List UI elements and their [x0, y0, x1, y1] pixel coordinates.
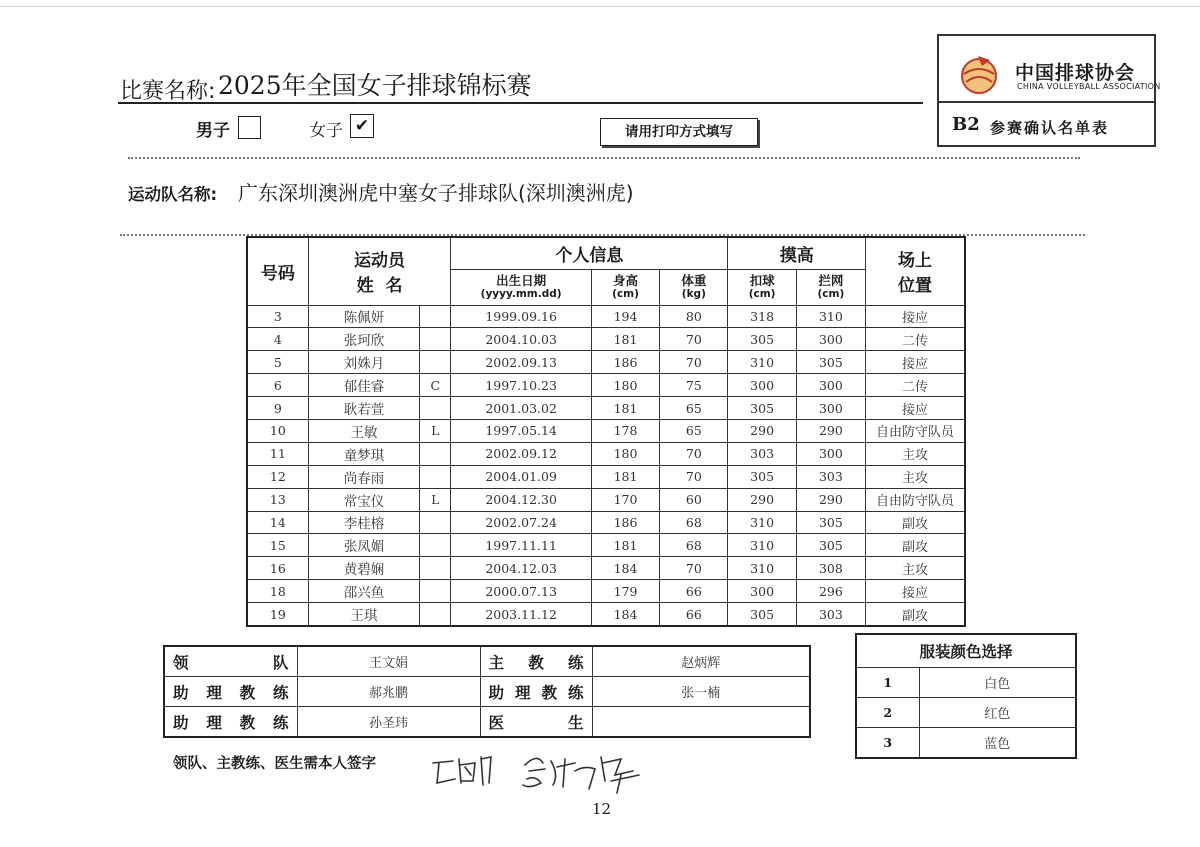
cell-mark: L — [420, 419, 451, 442]
cell-weight: 66 — [660, 603, 728, 626]
cell-weight: 70 — [660, 328, 728, 351]
staff-name: 郝兆鹏 — [297, 677, 480, 707]
cell-mark — [420, 397, 451, 420]
staff-row — [164, 707, 810, 738]
staff-role-char: 教 — [239, 713, 256, 732]
header-block-unit: (cm) — [817, 287, 845, 300]
dotted-divider — [128, 157, 1080, 159]
staff-role-char: 医 — [488, 713, 505, 732]
table-row — [247, 305, 965, 328]
staff-role — [480, 646, 592, 677]
cell-weight: 68 — [660, 511, 728, 534]
cell-birth: 2004.01.09 — [451, 465, 592, 488]
cell-weight: 70 — [660, 351, 728, 374]
male-label: 男子 — [196, 121, 230, 141]
staff-role — [164, 677, 297, 707]
competition-name: 2025年全国女子排球锦标赛 — [218, 71, 532, 100]
cell-birth: 2002.07.24 — [451, 511, 592, 534]
cell-name: 童梦琪 — [308, 442, 419, 465]
header-weight-label: 体重 — [681, 272, 707, 288]
header-athlete — [308, 237, 451, 305]
volleyball-logo-icon — [958, 54, 1000, 96]
cell-height: 194 — [591, 305, 659, 328]
cell-position: 自由防守队员 — [866, 488, 965, 511]
association-name-cn: 中国排球协会 — [1015, 62, 1136, 84]
cell-position: 主攻 — [866, 442, 965, 465]
cell-birth: 1997.10.23 — [451, 374, 592, 397]
header-birth-label: 出生日期 — [496, 272, 547, 288]
cell-weight: 68 — [660, 534, 728, 557]
table-row — [247, 419, 965, 442]
team-label: 运动队名称: — [128, 185, 218, 204]
cell-height: 181 — [591, 465, 659, 488]
cell-block: 300 — [796, 374, 865, 397]
staff-name: 王文娟 — [297, 646, 480, 677]
team-name: 广东深圳澳洲虎中塞女子排球队(深圳澳洲虎) — [238, 181, 634, 205]
staff-body — [164, 646, 810, 737]
cell-position: 接应 — [866, 305, 965, 328]
header-birth — [451, 269, 592, 305]
cell-position: 主攻 — [866, 465, 965, 488]
header-athlete-line2: 姓 名 — [356, 276, 403, 297]
cell-height: 178 — [591, 419, 659, 442]
cell-spike: 305 — [728, 397, 796, 420]
cell-height: 184 — [591, 603, 659, 626]
header-block-label: 拦网 — [818, 272, 844, 288]
header-block — [796, 269, 865, 305]
header-position-line1: 场上 — [898, 251, 933, 272]
cell-position: 接应 — [866, 351, 965, 374]
cell-mark — [420, 328, 451, 351]
cell-name: 黄碧娴 — [308, 557, 419, 580]
header-spike-label: 扣球 — [749, 272, 775, 288]
cell-no: 18 — [247, 580, 308, 603]
uniform-color-number: 1 — [856, 668, 919, 698]
header-height — [591, 269, 659, 305]
staff-role-char: 练 — [272, 683, 289, 702]
staff-role-char: 教 — [528, 653, 544, 672]
cell-position: 自由防守队员 — [866, 419, 965, 442]
cell-spike: 310 — [728, 351, 796, 374]
cell-mark — [420, 557, 451, 580]
cell-name: 张凤媚 — [308, 534, 419, 557]
table-row — [247, 534, 965, 557]
header-personal-info: 个人信息 — [451, 237, 728, 269]
association-name-en: CHINA VOLLEYBALL ASSOCIATION — [1017, 82, 1161, 91]
cell-height: 181 — [591, 534, 659, 557]
cell-spike: 305 — [728, 465, 796, 488]
cell-block: 305 — [796, 351, 865, 374]
cell-no: 14 — [247, 511, 308, 534]
cell-block: 290 — [796, 488, 865, 511]
cell-block: 303 — [796, 465, 865, 488]
competition-label: 比赛名称: — [120, 79, 216, 104]
cell-block: 303 — [796, 603, 865, 626]
table-row — [247, 397, 965, 420]
cell-mark — [420, 511, 451, 534]
cell-position: 副攻 — [866, 534, 965, 557]
cell-block: 300 — [796, 397, 865, 420]
cell-name: 王琪 — [308, 603, 419, 626]
cell-birth: 2000.07.13 — [451, 580, 592, 603]
table-row — [247, 442, 965, 465]
cell-block: 305 — [796, 534, 865, 557]
cell-block: 310 — [796, 305, 865, 328]
cell-spike: 290 — [728, 419, 796, 442]
cell-height: 179 — [591, 580, 659, 603]
cell-no: 10 — [247, 419, 308, 442]
cell-birth: 2002.09.12 — [451, 442, 592, 465]
uniform-color-value: 白色 — [919, 668, 1076, 698]
cell-mark — [420, 465, 451, 488]
staff-role-char: 助 — [173, 683, 189, 702]
uniform-color-value: 红色 — [919, 698, 1076, 728]
staff-role-char: 理 — [206, 683, 222, 702]
page-number: 12 — [592, 800, 612, 818]
cell-no: 15 — [247, 534, 308, 557]
staff-role-char: 队 — [272, 653, 289, 672]
staff-role — [480, 707, 592, 738]
cell-spike: 300 — [728, 580, 796, 603]
table-row — [247, 603, 965, 626]
table-row — [247, 351, 965, 374]
cell-no: 4 — [247, 328, 308, 351]
cell-position: 二传 — [866, 328, 965, 351]
staff-role-char: 练 — [567, 683, 584, 702]
staff-role-char: 领 — [173, 653, 189, 672]
female-checkbox[interactable]: ✔ — [350, 114, 374, 138]
cell-weight: 65 — [660, 397, 728, 420]
cell-weight: 70 — [660, 442, 728, 465]
form-title: 参赛确认名单表 — [990, 119, 1110, 137]
cell-birth: 1997.11.11 — [451, 534, 592, 557]
header-weight — [660, 269, 728, 305]
cell-birth: 2004.12.03 — [451, 557, 592, 580]
staff-name: 赵炳辉 — [592, 646, 810, 677]
cell-name: 李桂榕 — [308, 511, 419, 534]
male-checkbox[interactable] — [238, 116, 261, 139]
staff-role — [164, 646, 297, 677]
cell-birth: 2001.03.02 — [451, 397, 592, 420]
form-code: B2 — [952, 114, 980, 135]
cell-mark — [420, 442, 451, 465]
cell-name: 郁佳睿 — [308, 374, 419, 397]
uniform-color-number: 2 — [856, 698, 919, 728]
cell-height: 181 — [591, 328, 659, 351]
staff-role — [480, 677, 592, 707]
header-weight-unit: (kg) — [681, 287, 706, 300]
cell-no: 5 — [247, 351, 308, 374]
cell-height: 170 — [591, 488, 659, 511]
uniform-color-number: 3 — [856, 728, 919, 759]
header-position — [866, 237, 965, 305]
cell-weight: 70 — [660, 465, 728, 488]
header-spike — [728, 269, 796, 305]
competition-underline — [118, 102, 923, 104]
cell-weight: 80 — [660, 305, 728, 328]
cell-mark: C — [420, 374, 451, 397]
cell-spike: 305 — [728, 328, 796, 351]
roster-table — [246, 236, 966, 627]
handwritten-signature — [425, 745, 655, 795]
cell-block: 296 — [796, 580, 865, 603]
header-birth-format: (yyyy.mm.dd) — [480, 287, 562, 300]
uniform-color-row — [856, 668, 1076, 698]
staff-table — [163, 645, 811, 738]
header-athlete-line1: 运动员 — [354, 251, 406, 272]
cell-height: 186 — [591, 351, 659, 374]
cell-spike: 300 — [728, 374, 796, 397]
cell-name: 陈佩妍 — [308, 305, 419, 328]
staff-role-char: 助 — [488, 683, 505, 702]
staff-row — [164, 646, 810, 677]
table-row — [247, 488, 965, 511]
cell-mark: L — [420, 488, 451, 511]
cell-weight: 70 — [660, 557, 728, 580]
cell-name: 刘姝月 — [308, 351, 419, 374]
cell-name: 张珂欣 — [308, 328, 419, 351]
uniform-color-title: 服装颜色选择 — [856, 634, 1076, 668]
cell-spike: 310 — [728, 534, 796, 557]
cell-height: 186 — [591, 511, 659, 534]
header-spike-unit: (cm) — [748, 287, 776, 300]
cell-name: 邵兴鱼 — [308, 580, 419, 603]
uniform-color-row — [856, 698, 1076, 728]
cell-block: 300 — [796, 328, 865, 351]
female-label: 女子 — [309, 121, 343, 141]
header-height-unit: (cm) — [612, 287, 639, 300]
uniform-color-value: 蓝色 — [919, 728, 1076, 759]
staff-role — [164, 707, 297, 738]
print-note: 请用打印方式填写 — [600, 118, 758, 146]
cell-weight: 66 — [660, 580, 728, 603]
cell-weight: 75 — [660, 374, 728, 397]
cell-position: 副攻 — [866, 603, 965, 626]
cell-name: 王敏 — [308, 419, 419, 442]
cell-name: 耿若萱 — [308, 397, 419, 420]
cell-spike: 310 — [728, 557, 796, 580]
cell-mark — [420, 580, 451, 603]
cell-mark — [420, 603, 451, 626]
logo-divider — [937, 101, 1156, 103]
cell-height: 180 — [591, 442, 659, 465]
cell-mark — [420, 534, 451, 557]
table-row — [247, 557, 965, 580]
staff-name — [592, 707, 810, 738]
table-row — [247, 374, 965, 397]
cell-birth: 1999.09.16 — [451, 305, 592, 328]
cell-name: 常宝仪 — [308, 488, 419, 511]
cell-birth: 2003.11.12 — [451, 603, 592, 626]
cell-position: 副攻 — [866, 511, 965, 534]
header-height-label: 身高 — [613, 272, 639, 288]
cell-birth: 2004.12.30 — [451, 488, 592, 511]
cell-block: 308 — [796, 557, 865, 580]
cell-no: 12 — [247, 465, 308, 488]
cell-spike: 318 — [728, 305, 796, 328]
staff-role-char: 理 — [206, 713, 222, 732]
cell-no: 9 — [247, 397, 308, 420]
table-row — [247, 580, 965, 603]
cell-position: 二传 — [866, 374, 965, 397]
header-reach: 摸高 — [728, 237, 866, 269]
cell-no: 13 — [247, 488, 308, 511]
cell-position: 主攻 — [866, 557, 965, 580]
header-position-line2: 位置 — [898, 276, 933, 297]
cell-spike: 303 — [728, 442, 796, 465]
staff-role-char: 生 — [567, 713, 584, 732]
cell-position: 接应 — [866, 397, 965, 420]
cell-name: 尚春雨 — [308, 465, 419, 488]
cell-block: 290 — [796, 419, 865, 442]
table-row — [247, 511, 965, 534]
staff-role-char: 教 — [541, 683, 557, 702]
staff-role-char: 理 — [514, 683, 531, 702]
cell-weight: 60 — [660, 488, 728, 511]
cell-block: 305 — [796, 511, 865, 534]
cell-height: 180 — [591, 374, 659, 397]
cell-weight: 65 — [660, 419, 728, 442]
cell-no: 3 — [247, 305, 308, 328]
cell-birth: 2004.10.03 — [451, 328, 592, 351]
staff-name: 孙圣玮 — [297, 707, 480, 738]
cell-position: 接应 — [866, 580, 965, 603]
cell-spike: 290 — [728, 488, 796, 511]
cell-height: 181 — [591, 397, 659, 420]
table-row — [247, 328, 965, 351]
cell-height: 184 — [591, 557, 659, 580]
staff-name: 张一楠 — [592, 677, 810, 707]
staff-role-char: 助 — [173, 713, 189, 732]
staff-row — [164, 677, 810, 707]
staff-role-char: 练 — [272, 713, 289, 732]
top-rule — [0, 6, 1200, 7]
cell-no: 11 — [247, 442, 308, 465]
cell-mark — [420, 351, 451, 374]
uniform-color-row — [856, 728, 1076, 759]
staff-role-char: 主 — [488, 653, 505, 672]
cell-spike: 305 — [728, 603, 796, 626]
cell-block: 300 — [796, 442, 865, 465]
cell-no: 19 — [247, 603, 308, 626]
cell-birth: 2002.09.13 — [451, 351, 592, 374]
table-row — [247, 465, 965, 488]
cell-spike: 310 — [728, 511, 796, 534]
staff-role-char: 教 — [239, 683, 256, 702]
uniform-color-table — [855, 633, 1077, 759]
staff-role-char: 练 — [567, 653, 584, 672]
signature-note: 领队、主教练、医生需本人签字 — [173, 756, 376, 772]
roster-body — [247, 305, 965, 626]
uniform-color-body — [856, 668, 1076, 759]
cell-mark — [420, 305, 451, 328]
cell-birth: 1997.05.14 — [451, 419, 592, 442]
cell-no: 16 — [247, 557, 308, 580]
header-number: 号码 — [247, 237, 308, 305]
cell-no: 6 — [247, 374, 308, 397]
